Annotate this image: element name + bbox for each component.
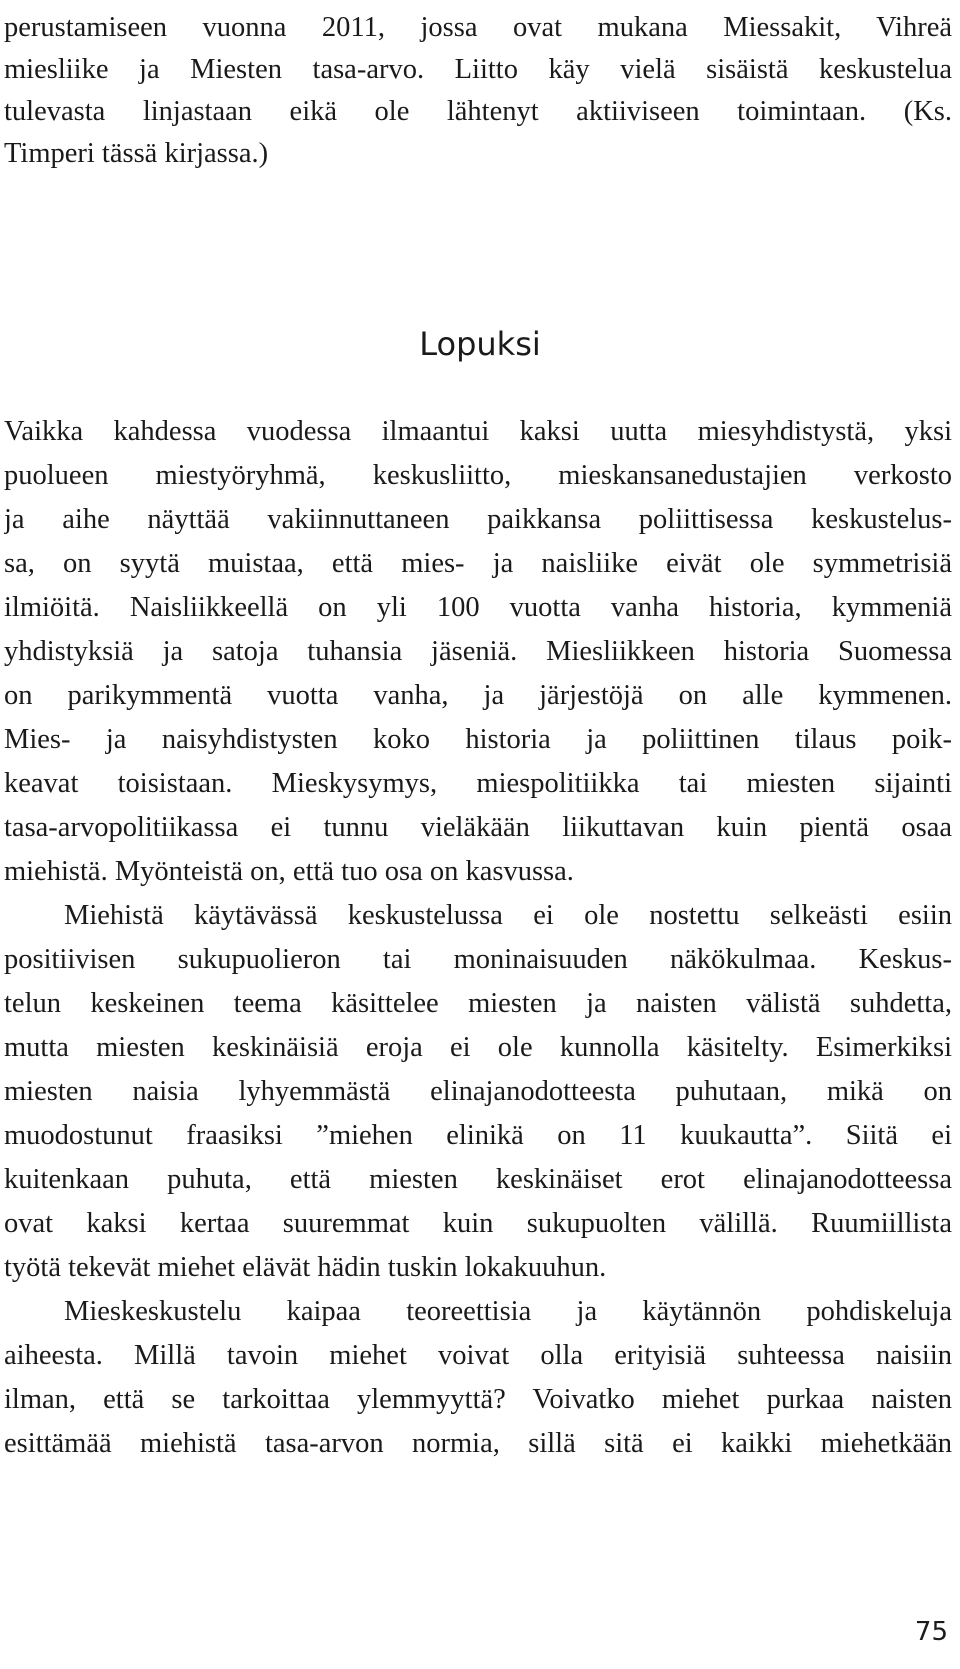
text-line: perustamiseen vuonna 2011, jossa ovat mukana Miessakit, Vihreä <box>4 12 952 43</box>
text-line: puolueen miestyöryhmä, keskusliitto, mieskansanedustajien verkosto <box>4 460 952 491</box>
text-line: työtä tekevät miehet elävät hädin tuskin lokakuuhun. <box>4 1252 607 1283</box>
text-line: tasa-arvopolitiikassa ei tunnu vieläkään liikuttavan kuin pientä osaa <box>4 812 952 843</box>
text-line: sa, on syytä muistaa, että mies- ja naisliike eivät ole symmetrisiä <box>4 548 952 579</box>
text-line: miesten naisia lyhyemmästä elinajanodotteesta puhutaan, mikä on <box>4 1076 952 1107</box>
text-line: Mies- ja naisyhdistysten koko historia ja poliittinen tilaus poik- <box>4 724 952 755</box>
text-line: telun keskeinen teema käsittelee miesten ja naisten välistä suhdetta, <box>4 988 952 1019</box>
text-line: keavat toisistaan. Mieskysymys, miespolitiikka tai miesten sijainti <box>4 768 952 799</box>
text-line: Vaikka kahdessa vuodessa ilmaantui kaksi uutta miesyhdistystä, yksi <box>4 416 952 447</box>
text-line: Miehistä käytävässä keskustelussa ei ole nostettu selkeästi esiin <box>64 900 952 931</box>
text-line: yhdistyksiä ja satoja tuhansia jäseniä. Miesliikkeen historia Suomessa <box>4 636 952 667</box>
text-line: ilmiöitä. Naisliikkeellä on yli 100 vuotta vanha historia, kymmeniä <box>4 592 952 623</box>
text-line: mutta miesten keskinäisiä eroja ei ole kunnolla käsitelty. Esimerkiksi <box>4 1032 952 1063</box>
text-line: Mieskeskustelu kaipaa teoreettisia ja käytännön pohdiskeluja <box>64 1296 952 1327</box>
text-line: miesliike ja Miesten tasa-arvo. Liitto käy vielä sisäistä keskustelua <box>4 54 952 85</box>
text-line: on parikymmentä vuotta vanha, ja järjestöjä on alle kymmenen. <box>4 680 952 711</box>
text-line: muodostunut fraasiksi ”miehen elinikä on 11 kuukautta”. Siitä ei <box>4 1120 952 1151</box>
text-line: tulevasta linjastaan eikä ole lähtenyt aktiiviseen toimintaan. (Ks. <box>4 96 952 127</box>
text-line: esittämää miehistä tasa-arvon normia, sillä sitä ei kaikki miehetkään <box>4 1428 952 1459</box>
section-heading: Lopuksi <box>419 325 541 363</box>
page-number: 75 <box>914 1617 948 1647</box>
text-line: ja aihe näyttää vakiinnuttaneen paikkansa poliittisessa keskustelus- <box>4 504 952 535</box>
text-line: kuitenkaan puhuta, että miesten keskinäiset erot elinajanodotteessa <box>4 1164 952 1195</box>
text-line: aiheesta. Millä tavoin miehet voivat olla erityisiä suhteessa naisiin <box>4 1340 952 1371</box>
text-line: miehistä. Myönteistä on, että tuo osa on kasvussa. <box>4 856 574 887</box>
text-line: ovat kaksi kertaa suuremmat kuin sukupuolten välillä. Ruumiillista <box>4 1208 952 1239</box>
text-line: ilman, että se tarkoittaa ylemmyyttä? Voivatko miehet purkaa naisten <box>4 1384 952 1415</box>
text-line: Timperi tässä kirjassa.) <box>4 138 269 169</box>
text-line: positiivisen sukupuolieron tai moninaisuuden näkökulmaa. Keskus- <box>4 944 952 975</box>
